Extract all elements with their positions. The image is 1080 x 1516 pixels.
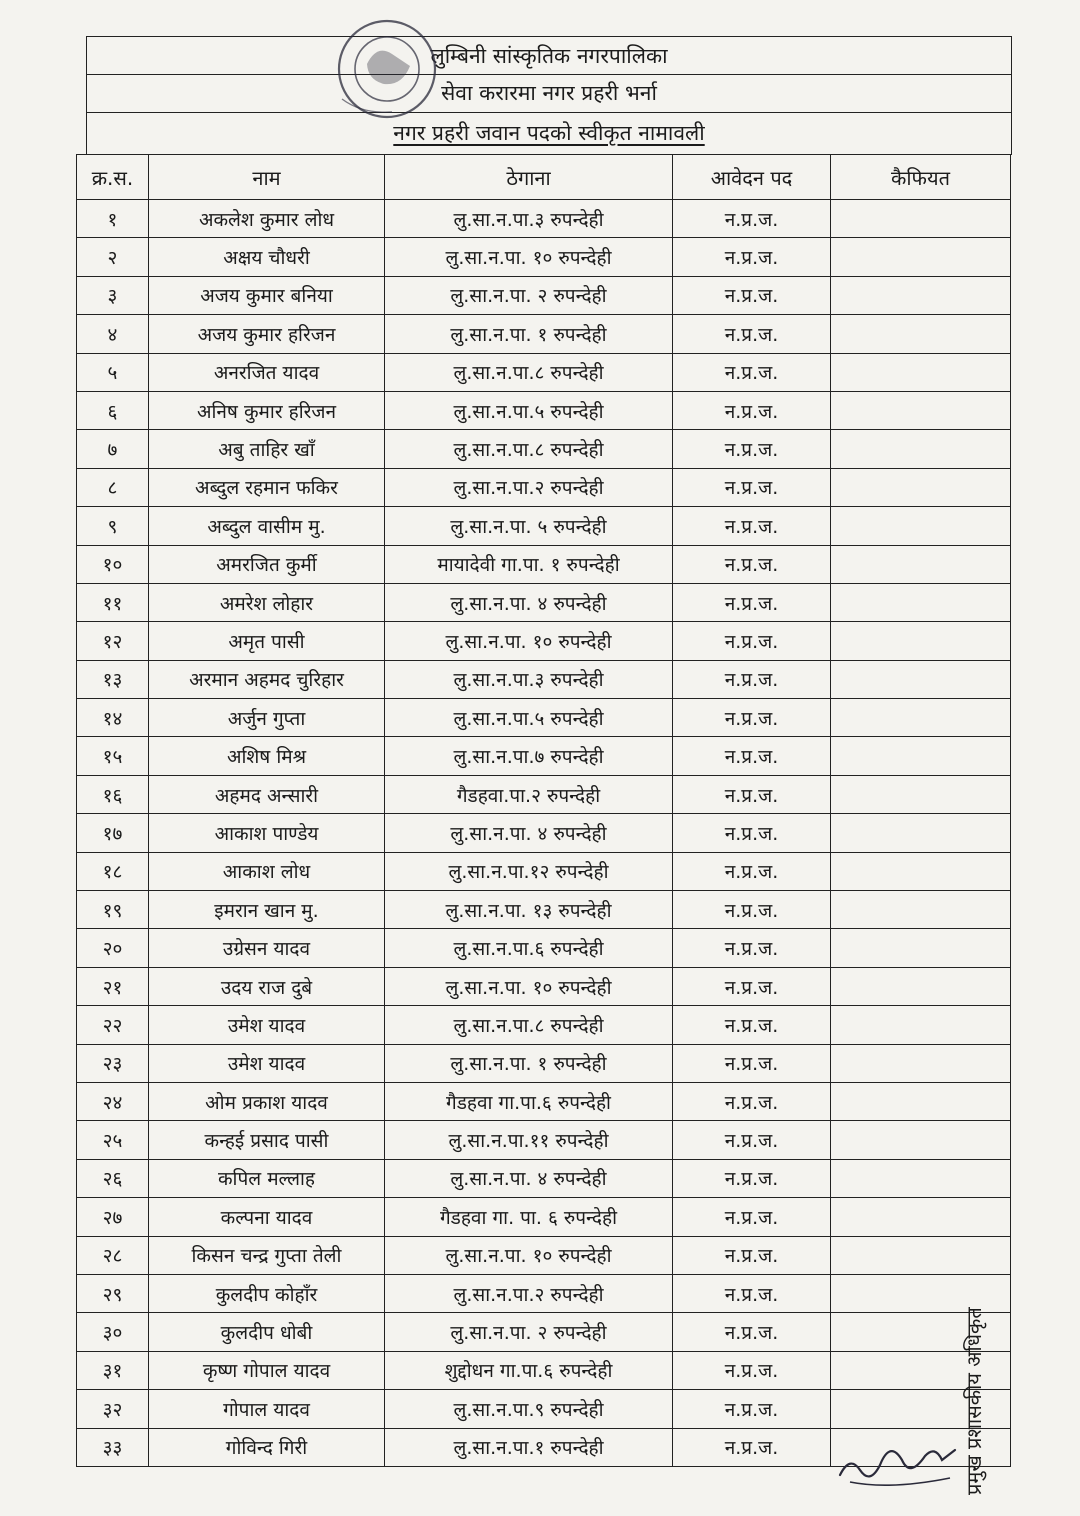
remarks-cell xyxy=(831,1006,1011,1044)
post-cell: न.प्र.ज. xyxy=(673,814,831,852)
table-row xyxy=(77,622,1011,660)
post-cell: न.प्र.ज. xyxy=(673,430,831,468)
post-cell: न.प्र.ज. xyxy=(673,891,831,929)
serial-cell: २ xyxy=(77,238,149,276)
table-body xyxy=(77,200,1011,1467)
post-cell: न.प्र.ज. xyxy=(673,660,831,698)
name-cell: अजय कुमार बनिया xyxy=(149,276,385,314)
name-cell: इमरान खान मु. xyxy=(149,891,385,929)
remarks-cell xyxy=(831,699,1011,737)
address-cell: लु.सा.न.पा.५ रुपन्देही xyxy=(385,391,673,429)
address-cell: लु.सा.न.पा. १० रुपन्देही xyxy=(385,622,673,660)
name-cell: अनिष कुमार हरिजन xyxy=(149,391,385,429)
address-cell: गैडहवा.पा.२ रुपन्देही xyxy=(385,775,673,813)
remarks-cell xyxy=(831,200,1011,238)
remarks-cell xyxy=(831,545,1011,583)
name-cell: कृष्ण गोपाल यादव xyxy=(149,1351,385,1389)
remarks-cell xyxy=(831,1159,1011,1197)
name-cell: अमृत पासी xyxy=(149,622,385,660)
name-cell: अक्षय चौधरी xyxy=(149,238,385,276)
address-cell: लु.सा.न.पा.६ रुपन्देही xyxy=(385,929,673,967)
remarks-cell xyxy=(831,583,1011,621)
remarks-cell xyxy=(831,507,1011,545)
remarks-cell xyxy=(831,852,1011,890)
table-row xyxy=(77,967,1011,1005)
serial-cell: १८ xyxy=(77,852,149,890)
header-list-title xyxy=(86,112,1012,155)
serial-cell: ३२ xyxy=(77,1390,149,1428)
address-cell: लु.सा.न.पा. १ रुपन्देही xyxy=(385,1044,673,1082)
address-cell: लु.सा.न.पा. १ रुपन्देही xyxy=(385,315,673,353)
serial-cell: ४ xyxy=(77,315,149,353)
address-cell: लु.सा.न.पा.५ रुपन्देही xyxy=(385,699,673,737)
serial-cell: १७ xyxy=(77,814,149,852)
post-cell: न.प्र.ज. xyxy=(673,1198,831,1236)
post-cell: न.प्र.ज. xyxy=(673,583,831,621)
post-cell: न.प्र.ज. xyxy=(673,1274,831,1312)
post-cell: न.प्र.ज. xyxy=(673,238,831,276)
table-row xyxy=(77,1428,1011,1466)
address-cell: लु.सा.न.पा. १० रुपन्देही xyxy=(385,1236,673,1274)
remarks-cell xyxy=(831,929,1011,967)
serial-cell: ११ xyxy=(77,583,149,621)
table-row xyxy=(77,583,1011,621)
serial-cell: ३३ xyxy=(77,1428,149,1466)
address-cell: गैडहवा गा.पा.६ रुपन्देही xyxy=(385,1082,673,1120)
remarks-cell xyxy=(831,353,1011,391)
table-row xyxy=(77,1236,1011,1274)
serial-cell: २१ xyxy=(77,967,149,1005)
remarks-cell xyxy=(831,1121,1011,1159)
table-row xyxy=(77,1198,1011,1236)
post-cell: न.प्र.ज. xyxy=(673,1006,831,1044)
column-header-address: ठेगाना xyxy=(385,155,673,200)
table-row xyxy=(77,891,1011,929)
serial-cell: २२ xyxy=(77,1006,149,1044)
table-row xyxy=(77,852,1011,890)
remarks-cell xyxy=(831,276,1011,314)
name-cell: गोपाल यादव xyxy=(149,1390,385,1428)
serial-cell: ३० xyxy=(77,1313,149,1351)
name-cell: अब्दुल वासीम मु. xyxy=(149,507,385,545)
serial-cell: ८ xyxy=(77,468,149,506)
post-cell: न.प्र.ज. xyxy=(673,468,831,506)
post-cell: न.प्र.ज. xyxy=(673,1044,831,1082)
serial-cell: २० xyxy=(77,929,149,967)
table-row xyxy=(77,660,1011,698)
address-cell: लु.सा.न.पा.९ रुपन्देही xyxy=(385,1390,673,1428)
serial-cell: १२ xyxy=(77,622,149,660)
table-row xyxy=(77,737,1011,775)
post-cell: न.प्र.ज. xyxy=(673,1351,831,1389)
remarks-cell xyxy=(831,1044,1011,1082)
address-cell: लु.सा.न.पा. ५ रुपन्देही xyxy=(385,507,673,545)
remarks-cell xyxy=(831,737,1011,775)
name-cell: कुलदीप धोबी xyxy=(149,1313,385,1351)
serial-cell: २७ xyxy=(77,1198,149,1236)
serial-cell: १ xyxy=(77,200,149,238)
name-cell: अकलेश कुमार लोध xyxy=(149,200,385,238)
name-cell: अहमद अन्सारी xyxy=(149,775,385,813)
remarks-cell xyxy=(831,967,1011,1005)
remarks-cell xyxy=(831,1082,1011,1120)
table-row xyxy=(77,238,1011,276)
post-cell: न.प्र.ज. xyxy=(673,852,831,890)
serial-cell: ९ xyxy=(77,507,149,545)
name-cell: कल्पना यादव xyxy=(149,1198,385,1236)
table-row xyxy=(77,507,1011,545)
table-row xyxy=(77,814,1011,852)
remarks-cell xyxy=(831,430,1011,468)
remarks-cell xyxy=(831,468,1011,506)
table-row xyxy=(77,353,1011,391)
post-cell: न.प्र.ज. xyxy=(673,775,831,813)
serial-cell: ६ xyxy=(77,391,149,429)
table-row xyxy=(77,391,1011,429)
remarks-cell xyxy=(831,891,1011,929)
header-org-name: लुम्बिनी सांस्कृतिक नगरपालिका xyxy=(86,36,1012,75)
header-subtitle: सेवा करारमा नगर प्रहरी भर्ना xyxy=(86,74,1012,113)
address-cell: लु.सा.न.पा.८ रुपन्देही xyxy=(385,1006,673,1044)
table-row xyxy=(77,315,1011,353)
address-cell: मायादेवी गा.पा. १ रुपन्देही xyxy=(385,545,673,583)
table-header-row xyxy=(77,155,1011,200)
address-cell: लु.सा.न.पा.७ रुपन्देही xyxy=(385,737,673,775)
address-cell: लु.सा.न.पा.८ रुपन्देही xyxy=(385,430,673,468)
serial-cell: २९ xyxy=(77,1274,149,1312)
table-row xyxy=(77,1044,1011,1082)
name-cell: उमेश यादव xyxy=(149,1044,385,1082)
address-cell: गैडहवा गा. पा. ६ रुपन्देही xyxy=(385,1198,673,1236)
post-cell: न.प्र.ज. xyxy=(673,929,831,967)
address-cell: लु.सा.न.पा.१ रुपन्देही xyxy=(385,1428,673,1466)
name-cell: कपिल मल्लाह xyxy=(149,1159,385,1197)
name-cell: अशिष मिश्र xyxy=(149,737,385,775)
remarks-cell xyxy=(831,315,1011,353)
post-cell: न.प्र.ज. xyxy=(673,276,831,314)
post-cell: न.प्र.ज. xyxy=(673,967,831,1005)
post-cell: न.प्र.ज. xyxy=(673,1428,831,1466)
serial-cell: २५ xyxy=(77,1121,149,1159)
name-cell: अर्जुन गुप्ता xyxy=(149,699,385,737)
name-cell: गोविन्द गिरी xyxy=(149,1428,385,1466)
serial-cell: ३ xyxy=(77,276,149,314)
post-cell: न.प्र.ज. xyxy=(673,315,831,353)
name-cell: आकाश लोध xyxy=(149,852,385,890)
address-cell: लु.सा.न.पा. ४ रुपन्देही xyxy=(385,1159,673,1197)
post-cell: न.प्र.ज. xyxy=(673,1082,831,1120)
address-cell: लु.सा.न.पा. ४ रुपन्देही xyxy=(385,583,673,621)
remarks-cell xyxy=(831,1236,1011,1274)
serial-cell: २४ xyxy=(77,1082,149,1120)
post-cell: न.प्र.ज. xyxy=(673,391,831,429)
post-cell: न.प्र.ज. xyxy=(673,1159,831,1197)
table-row xyxy=(77,1274,1011,1312)
remarks-cell xyxy=(831,814,1011,852)
serial-cell: १४ xyxy=(77,699,149,737)
name-cell: अमरजित कुर्मी xyxy=(149,545,385,583)
table-row xyxy=(77,775,1011,813)
address-cell: लु.सा.न.पा.११ रुपन्देही xyxy=(385,1121,673,1159)
name-cell: कुलदीप कोहाँर xyxy=(149,1274,385,1312)
table-row xyxy=(77,929,1011,967)
remarks-cell xyxy=(831,622,1011,660)
name-cell: कन्हई प्रसाद पासी xyxy=(149,1121,385,1159)
remarks-cell xyxy=(831,1198,1011,1236)
name-cell: अनरजित यादव xyxy=(149,353,385,391)
name-cell: उग्रेसन यादव xyxy=(149,929,385,967)
address-cell: लु.सा.न.पा. २ रुपन्देही xyxy=(385,1313,673,1351)
serial-cell: १३ xyxy=(77,660,149,698)
name-cell: उमेश यादव xyxy=(149,1006,385,1044)
serial-cell: २६ xyxy=(77,1159,149,1197)
remarks-cell xyxy=(831,238,1011,276)
post-cell: न.प्र.ज. xyxy=(673,545,831,583)
table-row xyxy=(77,1313,1011,1351)
name-cell: अब्दुल रहमान फकिर xyxy=(149,468,385,506)
serial-cell: २३ xyxy=(77,1044,149,1082)
post-cell: न.प्र.ज. xyxy=(673,507,831,545)
name-cell: अबु ताहिर खाँ xyxy=(149,430,385,468)
serial-cell: १५ xyxy=(77,737,149,775)
post-cell: न.प्र.ज. xyxy=(673,1313,831,1351)
remarks-cell xyxy=(831,775,1011,813)
address-cell: लु.सा.न.पा. २ रुपन्देही xyxy=(385,276,673,314)
table-row xyxy=(77,1121,1011,1159)
table-row xyxy=(77,699,1011,737)
column-header-remarks: कैफियत xyxy=(831,155,1011,200)
name-cell: अजय कुमार हरिजन xyxy=(149,315,385,353)
address-cell: लु.सा.न.पा.३ रुपन्देही xyxy=(385,200,673,238)
address-cell: लु.सा.न.पा.१२ रुपन्देही xyxy=(385,852,673,890)
address-cell: लु.सा.न.पा. १० रुपन्देही xyxy=(385,967,673,1005)
name-cell: अरमान अहमद चुरिहार xyxy=(149,660,385,698)
post-cell: न.प्र.ज. xyxy=(673,200,831,238)
name-cell: अमरेश लोहार xyxy=(149,583,385,621)
serial-cell: १६ xyxy=(77,775,149,813)
officer-title: प्रमुख प्रशासकीय अधिकृत xyxy=(962,1307,986,1495)
post-cell: न.प्र.ज. xyxy=(673,1390,831,1428)
table-row xyxy=(77,430,1011,468)
address-cell: शुद्दोधन गा.पा.६ रुपन्देही xyxy=(385,1351,673,1389)
list-title-text: नगर प्रहरी जवान पदको स्वीकृत नामावली xyxy=(393,121,705,145)
address-cell: लु.सा.न.पा.८ रुपन्देही xyxy=(385,353,673,391)
address-cell: लु.सा.न.पा.३ रुपन्देही xyxy=(385,660,673,698)
approved-names-table xyxy=(76,154,1011,1467)
table-row xyxy=(77,1351,1011,1389)
table-row xyxy=(77,1006,1011,1044)
serial-cell: ३१ xyxy=(77,1351,149,1389)
post-cell: न.प्र.ज. xyxy=(673,737,831,775)
name-cell: किसन चन्द्र गुप्ता तेली xyxy=(149,1236,385,1274)
table-row xyxy=(77,276,1011,314)
serial-cell: ७ xyxy=(77,430,149,468)
post-cell: न.प्र.ज. xyxy=(673,1121,831,1159)
address-cell: लु.सा.न.पा. १० रुपन्देही xyxy=(385,238,673,276)
table-row xyxy=(77,545,1011,583)
table-row xyxy=(77,1390,1011,1428)
address-cell: लु.सा.न.पा. १३ रुपन्देही xyxy=(385,891,673,929)
column-header-serial: क्र.स. xyxy=(77,155,149,200)
remarks-cell xyxy=(831,391,1011,429)
address-cell: लु.सा.न.पा.२ रुपन्देही xyxy=(385,1274,673,1312)
serial-cell: १९ xyxy=(77,891,149,929)
serial-cell: २८ xyxy=(77,1236,149,1274)
remarks-cell xyxy=(831,660,1011,698)
table-row xyxy=(77,1082,1011,1120)
name-cell: ओम प्रकाश यादव xyxy=(149,1082,385,1120)
name-cell: उदय राज दुबे xyxy=(149,967,385,1005)
serial-cell: १० xyxy=(77,545,149,583)
column-header-name: नाम xyxy=(149,155,385,200)
table-row xyxy=(77,468,1011,506)
address-cell: लु.सा.न.पा. ४ रुपन्देही xyxy=(385,814,673,852)
post-cell: न.प्र.ज. xyxy=(673,1236,831,1274)
column-header-post: आवेदन पद xyxy=(673,155,831,200)
address-cell: लु.सा.न.पा.२ रुपन्देही xyxy=(385,468,673,506)
table-row xyxy=(77,200,1011,238)
name-cell: आकाश पाण्डेय xyxy=(149,814,385,852)
post-cell: न.प्र.ज. xyxy=(673,353,831,391)
post-cell: न.प्र.ज. xyxy=(673,622,831,660)
post-cell: न.प्र.ज. xyxy=(673,699,831,737)
table-row xyxy=(77,1159,1011,1197)
serial-cell: ५ xyxy=(77,353,149,391)
